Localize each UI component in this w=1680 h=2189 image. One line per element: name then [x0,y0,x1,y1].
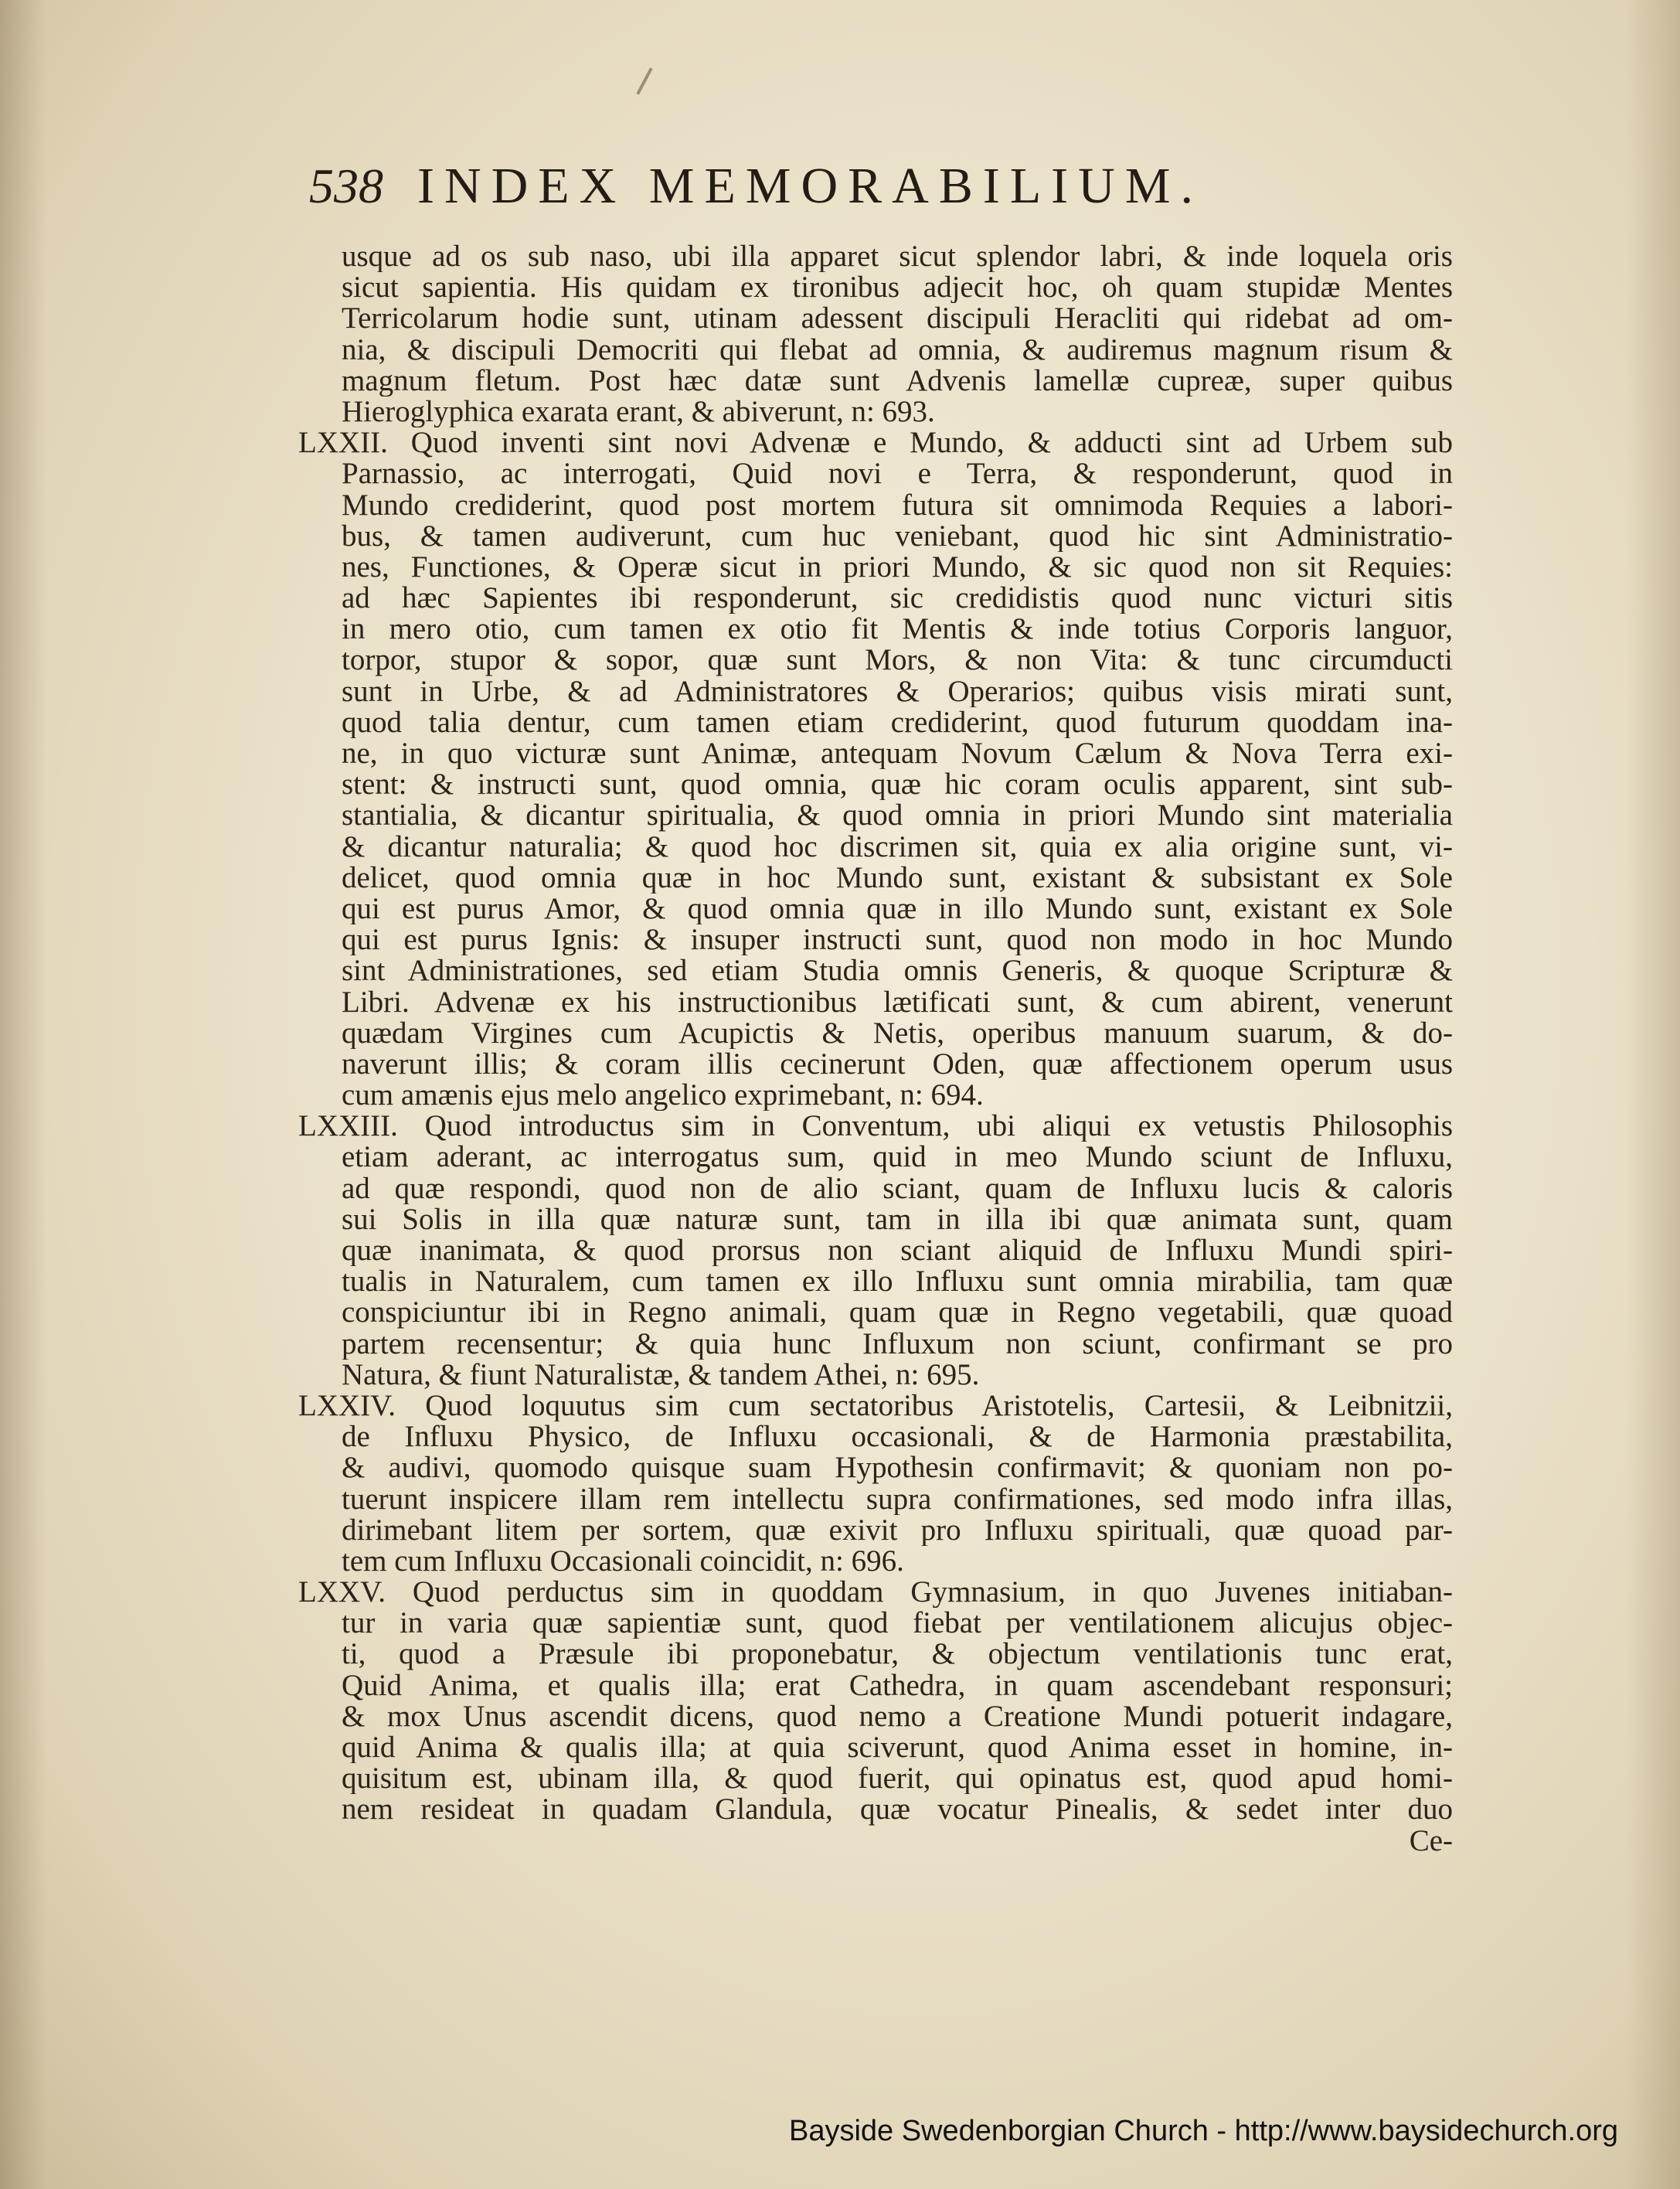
text-line: sint Administrationes, sed etiam Studia omnis Generis, & quoque Scripturæ & [342,955,1453,987]
text-line: quod talia dentur, cum tamen etiam crediderint, quod futurum quoddam ina- [342,706,1453,738]
text-line: quæ inanimata, & quod prorsus non sciant aliquid de Influxu Mundi spiri- [342,1235,1453,1267]
text-line: ad hæc Sapientes ibi responderunt, sic credidistis quod nunc victuri sitis [342,583,1453,614]
page-edge-shadow [1626,0,1680,2189]
index-entry-lxxv: LXXV. Quod perductus sim in quoddam Gymnasium, in quo Juvenes initiaban- [298,1577,1453,1609]
text-line: qui est purus Ignis: & insuper instructi sunt, quod non modo in hoc Mundo [342,924,1453,956]
text-line: tem cum Influxu Occasionali coincidit, n: 696. [342,1545,904,1578]
text-line: & audivi, quomodo quisque suam Hypothesin confirmavit; & quoniam non po- [342,1452,1453,1484]
text-line: nes, Functiones, & Operæ sicut in priori Mundo, & sic quod non sit Requies: [342,551,1453,584]
text-line: Terricolarum hodie sunt, utinam adessent discipuli Heracliti qui ridebat ad om- [342,303,1453,335]
text-line: dirimebant litem per sortem, quæ exivit pro Influxu spirituali, quæ quoad par- [342,1514,1453,1546]
text-line: tualis in Naturalem, cum tamen ex illo Influxu sunt omnia mirabilia, tam quæ [342,1266,1453,1298]
text-line: bus, & tamen audiverunt, cum huc veniebant, quod hic sint Administratio- [342,520,1453,552]
text-line: sunt in Urbe, & ad Administratores & Operarios; quibus visis mirati sunt, [342,676,1453,707]
page-number: 538 [309,158,383,213]
text-line: & mox Unus ascendit dicens, quod nemo a Creatione Mundi potuerit indagare, [342,1700,1453,1732]
text-line: cum amænis ejus melo angelico exprimebant, n: 694. [342,1080,984,1112]
text-line: Quid Anima, et qualis illa; erat Cathedra, in quam ascendebant responsuri; [342,1670,1453,1701]
text-line: conspiciuntur ibi in Regno animali, quam quæ in Regno vegetabili, quæ quoad [342,1297,1453,1329]
text-line: quædam Virgines cum Acupictis & Netis, operibus manuum suarum, & do- [342,1017,1453,1049]
index-entry-lxxiii: LXXIII. Quod introductus sim in Conventum, ubi aliqui ex vetustis Philosophis [298,1111,1453,1142]
text-line: Parnassio, ac interrogati, Quid novi e Terra, & responderunt, quod in [342,458,1453,490]
watermark-text: Bayside Swedenborgian Church - http://www.baysidechurch.org [788,2115,1618,2147]
text-line: quisitum est, ubinam illa, & quod fuerit, qui opinatus est, quod apud homi- [342,1763,1453,1795]
text-line: stantialia, & dicantur spiritualia, & quod omnia in priori Mundo sint materialia [342,800,1453,832]
text-line: Natura, & fiunt Naturalistæ, & tandem Athei, n: 695. [342,1359,980,1391]
page-header [309,151,1329,221]
text-line: Libri. Advenæ ex his instructionibus lætificati sunt, & cum abirent, venerunt [342,986,1453,1018]
text-line: ti, quod a Præsule ibi proponebatur, & objectum ventilationis tunc erat, [342,1639,1453,1670]
ink-mark [636,67,652,94]
spine-shadow [0,0,46,2189]
text-line: nia, & discipuli Democriti qui flebat ad omnia, & audiremus magnum risum & [342,334,1453,366]
text-line: delicet, quod omnia quæ in hoc Mundo sunt, existant & subsistant ex Sole [342,862,1453,894]
text-line: ad quæ respondi, quod non de alio sciant, quam de Influxu lucis & caloris [342,1173,1453,1204]
text-line: & dicantur naturalia; & quod hoc discrimen sit, quia ex alia origine sunt, vi- [342,831,1453,863]
index-entry-lxxiv: LXXIV. Quod loquutus sim cum sectatoribus Aristotelis, Cartesii, & Leibnitzii, [298,1390,1453,1422]
text-line: usque ad os sub naso, ubi illa apparet sicut splendor labri, & inde loquela oris [342,241,1453,273]
running-title: INDEX MEMORABILIUM. [417,158,1203,214]
text-line: Hieroglyphica exarata erant, & abiverunt, n: 693. [342,396,935,428]
text-line: partem recensentur; & quia hunc Influxum non sciunt, confirmant se pro [342,1328,1453,1360]
text-line: sui Solis in illa quæ naturæ sunt, tam in illa ibi quæ animata sunt, quam [342,1203,1453,1235]
catchword: Ce- [1409,1825,1453,1857]
text-line: nem resideat in quadam Glandula, quæ vocatur Pinealis, & sedet inter duo [342,1794,1453,1826]
text-line: tuerunt inspicere illam rem intellectu supra confirmationes, sed modo infra illas, [342,1483,1453,1515]
text-line: Mundo crediderint, quod post mortem futura sit omnimoda Requies a labori- [342,489,1453,521]
text-line: quid Anima & qualis illa; at quia sciverunt, quod Anima esset in homine, in- [342,1732,1453,1764]
text-line: tur in varia quæ sapientiæ sunt, quod fiebat per ventilationem alicujus objec- [342,1608,1453,1639]
text-line: sicut sapientia. His quidam ex tironibus adjecit hoc, oh quam stupidæ Mentes [342,272,1453,304]
text-line: etiam aderant, ac interrogatus sum, quid in meo Mundo sciunt de Influxu, [342,1142,1453,1173]
text-line: de Influxu Physico, de Influxu occasionali, & de Harmonia præstabilita, [342,1421,1453,1453]
text-line: torpor, stupor & sopor, quæ sunt Mors, & non Vita: & tunc circumducti [342,645,1453,676]
text-line: stent: & instructi sunt, quod omnia, quæ hic coram oculis apparent, sint sub- [342,769,1453,801]
text-line: qui est purus Amor, & quod omnia quæ in illo Mundo sunt, existant ex Sole [342,893,1453,925]
text-line: naverunt illis; & coram illis cecinerunt Oden, quæ affectionem operum usus [342,1048,1453,1081]
text-line: in mero otio, cum tamen ex otio fit Mentis & inde totius Corporis languor, [342,614,1453,645]
index-entry-lxxii: LXXII. Quod inventi sint novi Advenæ e Mundo, & adducti sint ad Urbem sub [298,427,1453,459]
text-line: magnum fletum. Post hæc datæ sunt Advenis lamellæ cupreæ, super quibus [342,365,1453,397]
index-text-block [298,241,1453,1857]
text-line: ne, in quo victuræ sunt Animæ, antequam Novum Cælum & Nova Terra exi- [342,738,1453,770]
